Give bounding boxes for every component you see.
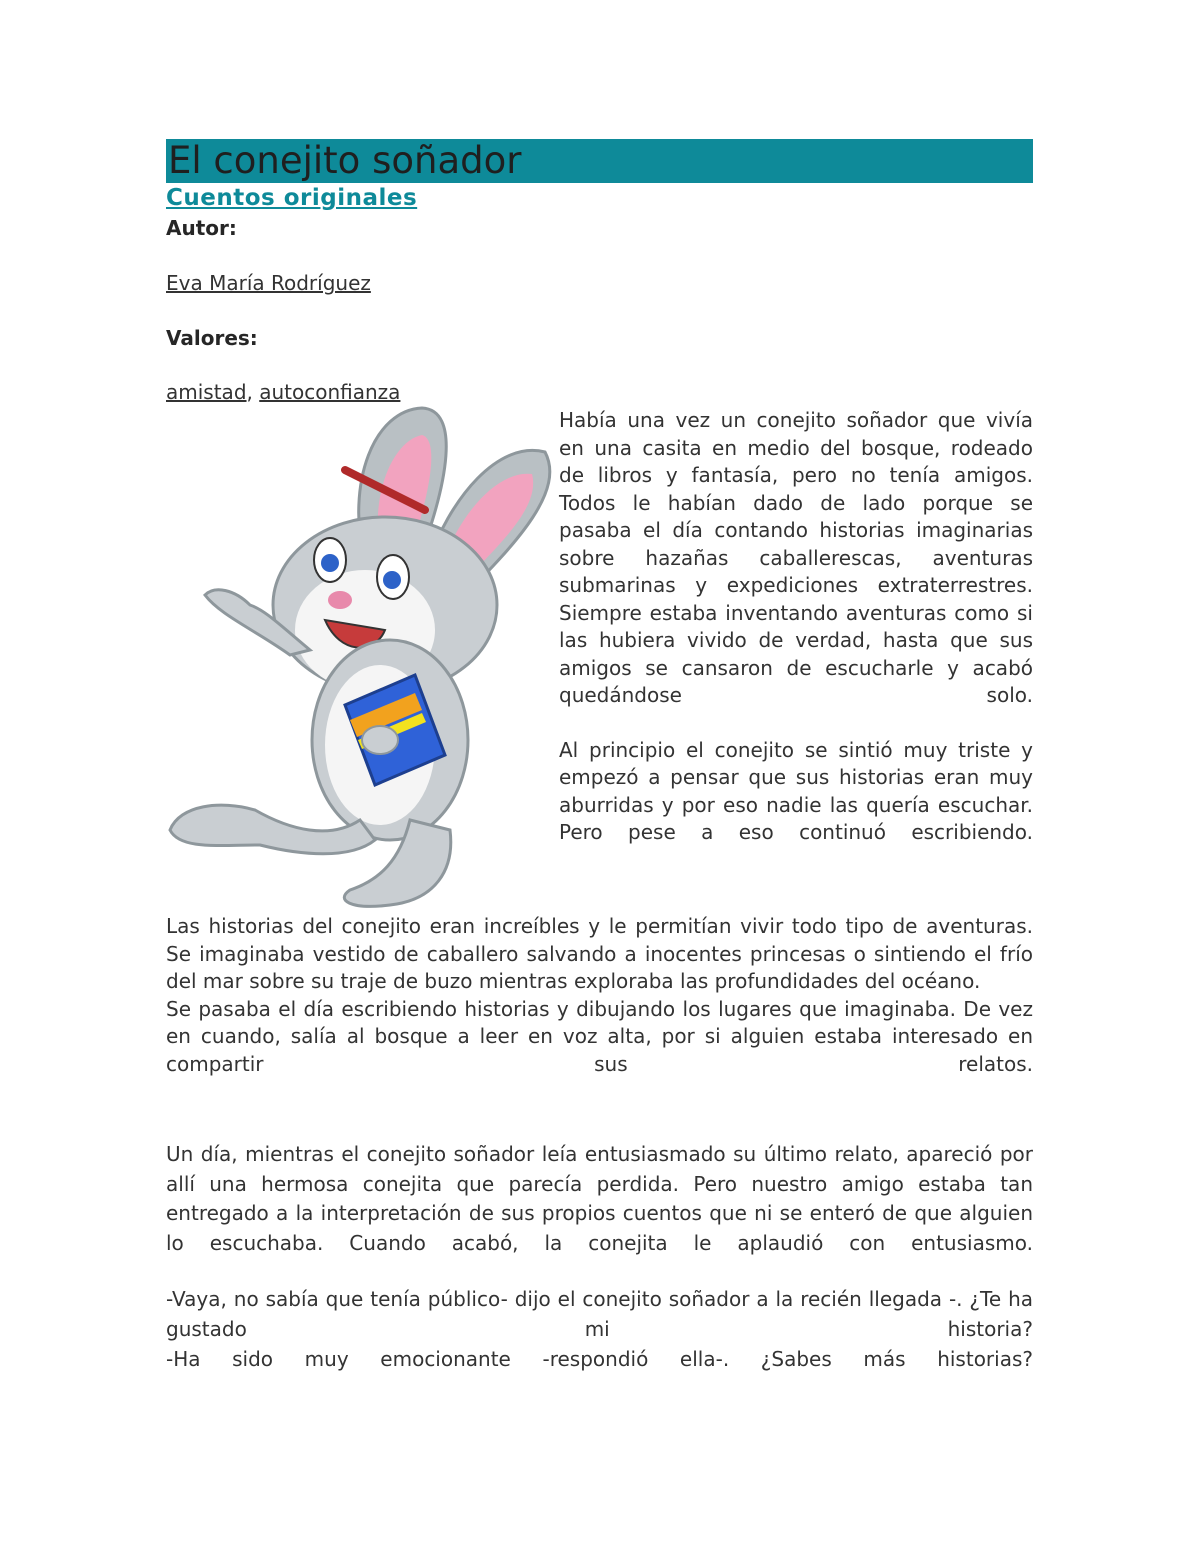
main-text-2 (166, 1140, 1033, 1374)
paragraph-4: Se pasaba el día escribiendo historias y dibujando los lugares que imaginaba. De vez en cuando, salía al bosque a leer en voz alta, por si alguien estaba interesado en compartir sus relatos. (166, 996, 1033, 1076)
main-text (166, 913, 1033, 1078)
values-label: Valores: (166, 326, 258, 350)
paragraph-3: Las historias del conejito eran increíbles y le permitían vivir todo tipo de aventuras. Se imaginaba vestido de caballero salvando a inocentes princesas o sintiendo el frío del mar sobre su traje de buzo mientras exploraba las profundidades del océano. (166, 914, 1033, 993)
category-link[interactable]: Cuentos originales (166, 185, 418, 211)
author-label: Autor: (166, 216, 237, 240)
paragraph-2: Al principio el conejito se sintió muy triste y empezó a pensar que sus historias eran muy aburridas y por eso nadie las quería escuchar. Pero pese a eso continuó escribiendo. (559, 737, 1033, 844)
paragraph-5: Un día, mientras el conejito soñador leía entusiasmado su último relato, apareció por allí una hermosa conejita que parecía perdida. Pero nuestro amigo estaba tan entregado a la interpretación de sus propios cuentos que ni se enteró de que alguien lo escuchaba. Cuando acabó, la conejita le aplaudió con entusiasmo. (166, 1142, 1033, 1255)
paragraph-7: -Ha sido muy emocionante -respondió ella-. ¿Sabes más historias? (166, 1346, 1033, 1371)
paragraph-1: Había una vez un conejito soñador que vivía en una casita en medio del bosque, rodeado de libros y fantasía, pero no tenía amigos. Todos le habían dado de lado porque se pasaba el día contando historias imaginarias sobre hazañas caballerescas, aventuras submarinas y expediciones extraterrestres. Siempre estaba inventando aventuras como si las hubiera vivido de verdad, hasta que sus amigos se cansaron de escucharle y acabó quedándose solo. (559, 408, 1033, 707)
story-title: El conejito soñador (166, 139, 1033, 183)
paragraph-6: -Vaya, no sabía que tenía público- dijo el conejito soñador a la recién llegada -. ¿Te ha gustado mi historia? (166, 1287, 1033, 1341)
values-separator: , (246, 380, 260, 404)
author-link[interactable] (166, 271, 371, 295)
value-link-autoconfianza[interactable]: autoconfianza (259, 380, 401, 404)
side-text (559, 407, 1033, 847)
value-link-amistad[interactable]: amistad (166, 380, 247, 404)
bunny-illustration (160, 400, 555, 910)
author-name[interactable]: Eva María Rodríguez (166, 271, 371, 295)
